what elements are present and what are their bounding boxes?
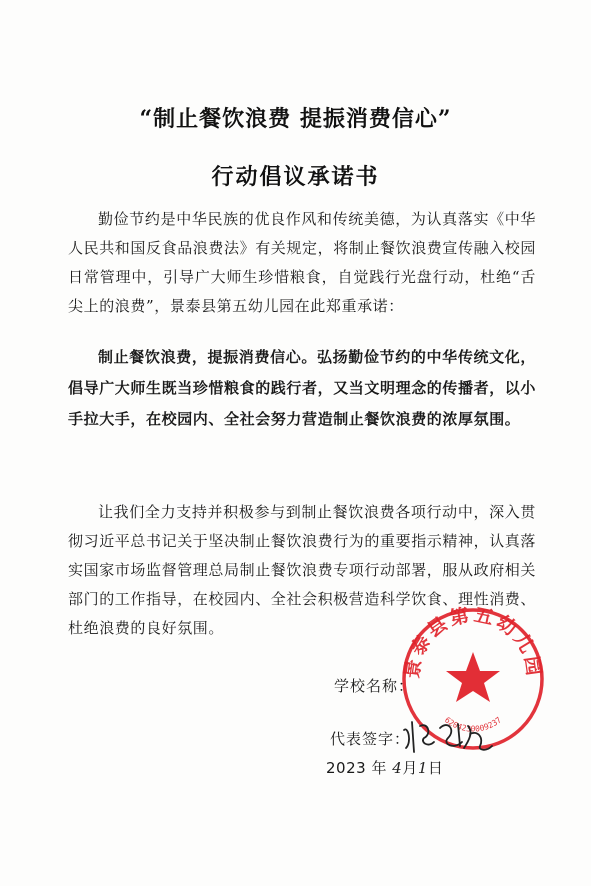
school-name-label: 学校名称： [334, 677, 415, 695]
paragraph-intro: 勤俭节约是中华民族的优良作风和传统美德，为认真落实《中华人民共和国反食品浪费法》有关规定，将制止餐饮浪费宣传融入校园日常管理中，引导广大师生珍惜粮食，自觉践行光盘行动，杜绝“舌尖上的浪费”，景泰县第五幼儿园在此郑重承诺： [68, 210, 537, 315]
signing-date [326, 757, 443, 778]
document-subtitle: 行动倡议承诺书 [211, 164, 380, 190]
seal-code: 6204230009237 [442, 715, 504, 734]
date-month: 4 [392, 759, 403, 777]
date-year: 2023 [326, 759, 367, 777]
star-icon [446, 652, 500, 702]
date-year-char: 年 [371, 759, 387, 777]
date-month-char: 月 [402, 759, 418, 777]
handwritten-signature [398, 712, 498, 760]
date-day-char: 日 [427, 759, 444, 777]
representative-label: 代表签字： [330, 730, 411, 748]
paragraph-commitment: 制止餐饮浪费，提振消费信心。弘扬勤俭节约的中华传统文化，倡导广大师生既当珍惜粮食的践行者，又当文明理念的传播者，以小手拉大手，在校园内、全社会努力营造制止餐饮浪费的浓厚氛围。 [68, 348, 537, 428]
seal-text: 景泰县第五幼儿园 [401, 604, 545, 680]
document-title: “制止餐饮浪费 提振消费信心” [139, 106, 452, 132]
paragraph-action: 让我们全力支持并积极参与到制止餐饮浪费各项行动中，深入贯彻习近平总书记关于坚决制止餐饮浪费行为的重要指示精神，认真落实国家市场监督管理总局制止餐饮浪费专项行动部署，服从政府相关部门的工作指导，在校园内、全社会积极营造科学饮食、理性消费、杜绝浪费的良好氛围。 [68, 503, 537, 637]
date-day: 1 [417, 759, 428, 777]
